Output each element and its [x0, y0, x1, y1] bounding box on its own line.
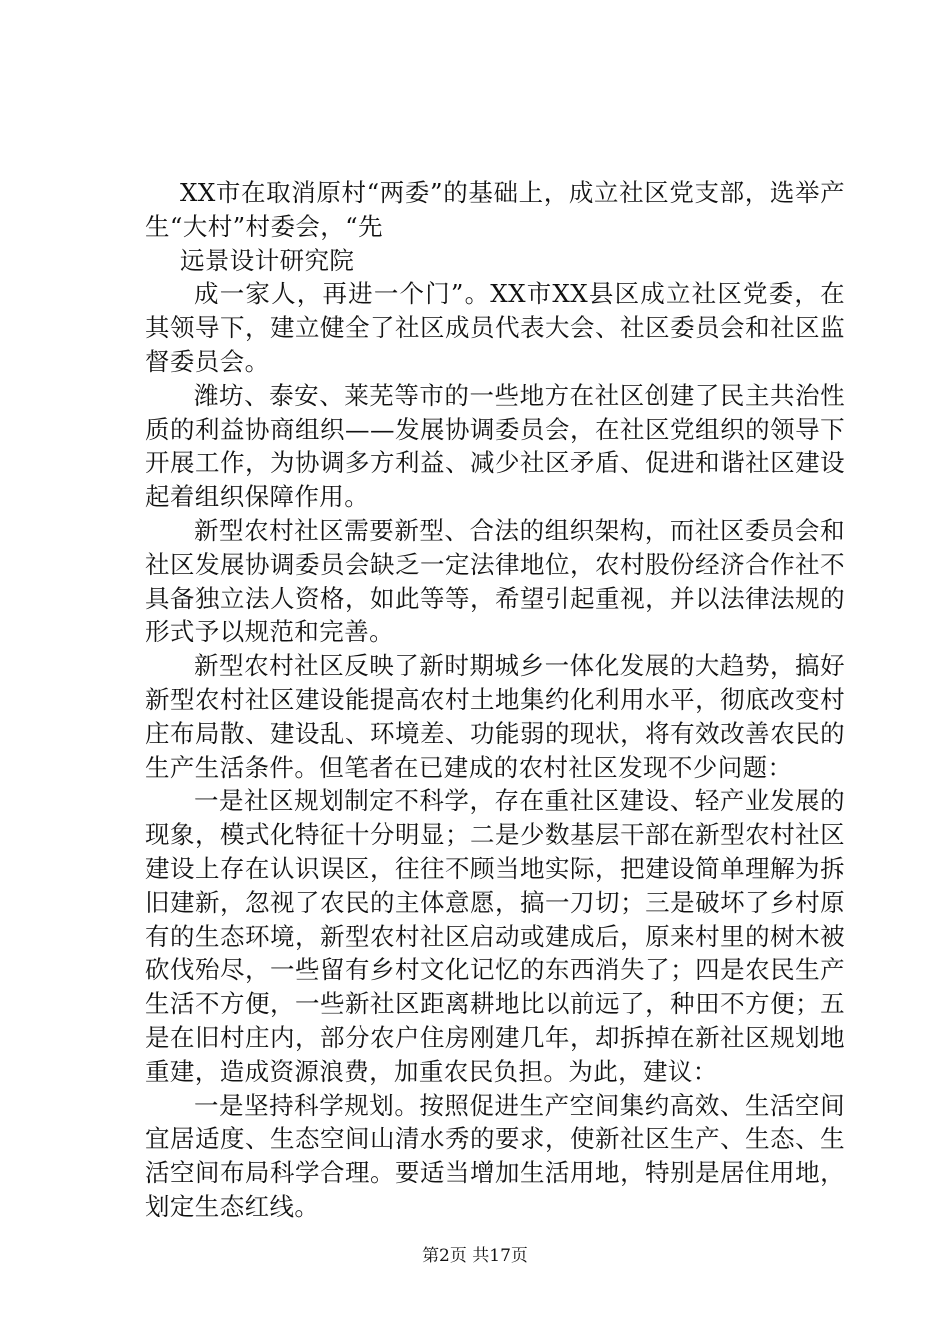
paragraph-4: 新型农村社区需要新型、合法的组织架构，而社区委员会和社区发展协调委员会缺乏一定法律地位，农村股份经济合作社不具备独立法人资格，如此等等，希望引起重视，并以法律法规的形式予以规范和完善。: [145, 515, 845, 647]
document-body: [145, 176, 845, 1224]
page-number: 第2页 共17页: [422, 1246, 528, 1266]
paragraph-5: 新型农村社区反映了新时期城乡一体化发展的大趋势，搞好新型农村社区建设能提高农村土地集约化利用水平，彻底改变村庄布局散、建设乱、环境差、功能弱的现状，将有效改善农民的生产生活条件。但笔者在已建成的农村社区发现不少问题：: [145, 651, 845, 782]
page-footer: [0, 1244, 950, 1268]
paragraph-2: 成一家人，再进一个门”。XX市XX县区成立社区党委，在其领导下，建立健全了社区成员代表大会、社区委员会和社区监督委员会。: [145, 279, 845, 376]
paragraph-6: 一是社区规划制定不科学，存在重社区建设、轻产业发展的现象，模式化特征十分明显；二是少数基层干部在新型农村社区建设上存在认识误区，往往不顾当地实际，把建设简单理解为拆旧建新，忽视了农民的主体意愿，搞一刀切；三是破坏了乡村原有的生态环境，新型农村社区启动或建成后，原来村里的树木被砍伐殆尽，一些留有乡村文化记忆的东西消失了；四是农民生产生活不方便，一些新社区距离耕地比以前远了，种田不方便；五是在旧村庄内，部分农户住房刚建几年，却拆掉在新社区规划地重建，造成资源浪费，加重农民负担。为此，建议：: [145, 786, 845, 1086]
source-line: 远景设计研究院: [180, 245, 355, 275]
paragraph-7: 一是坚持科学规划。按照促进生产空间集约高效、生活空间宜居适度、生态空间山清水秀的要求，使新社区生产、生态、生活空间布局科学合理。要适当增加生活用地，特别是居住用地，划定生态红线。: [145, 1090, 845, 1221]
paragraph-3: 潍坊、泰安、莱芜等市的一些地方在社区创建了民主共治性质的利益协商组织——发展协调委员会，在社区党组织的领导下开展工作，为协调多方利益、减少社区矛盾、促进和谐社区建设起着组织保障作用。: [145, 380, 845, 512]
paragraph-1: XX市在取消原村“两委”的基础上，成立社区党支部，选举产生“大村”村委会，“先: [145, 178, 845, 241]
